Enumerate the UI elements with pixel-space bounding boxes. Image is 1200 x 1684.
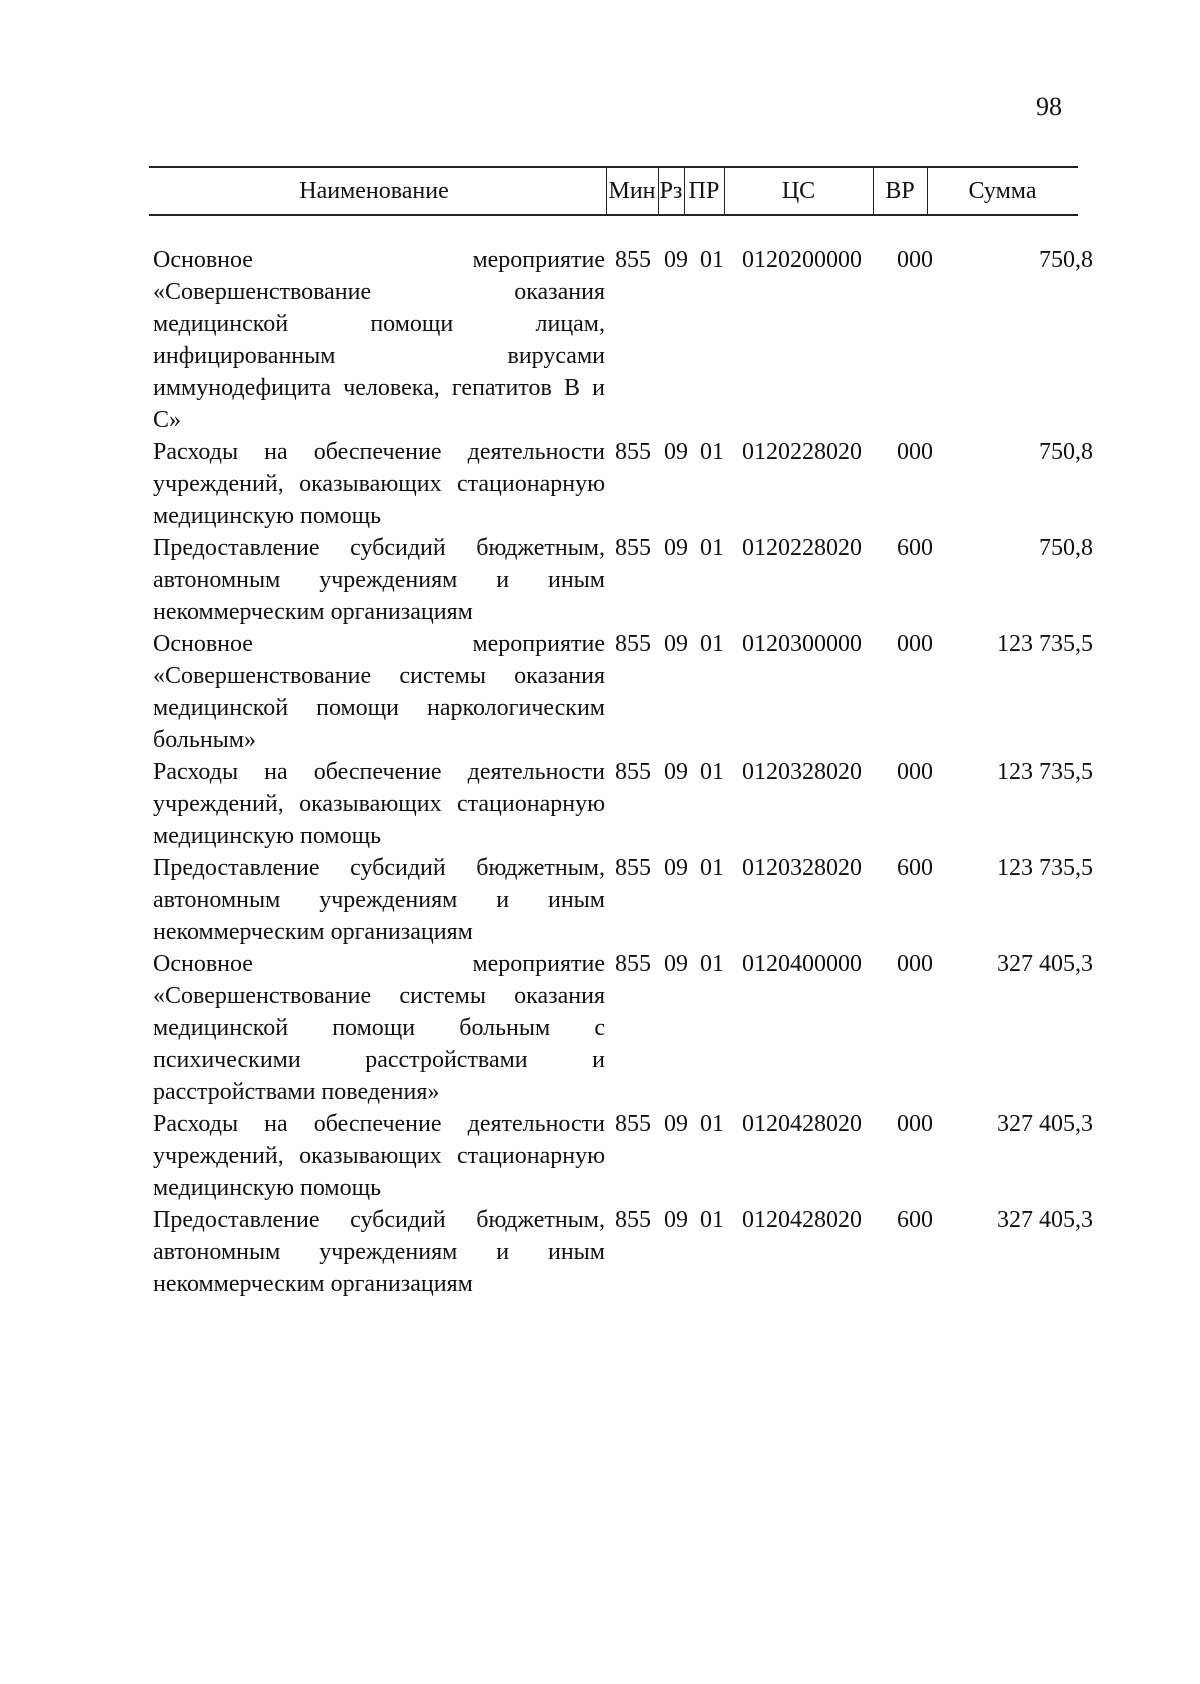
row-pr: 01 xyxy=(700,855,724,881)
row-min: 855 xyxy=(615,1111,651,1137)
row-cs: 0120428020 xyxy=(742,1111,862,1137)
row-pr: 01 xyxy=(700,535,724,561)
row-name: Расходы на обеспечение деятельности учреждений, оказывающих стационарную медицинскую помощь xyxy=(153,439,605,529)
row-name: Предоставление субсидий бюджетным, автономным учреждениям и иным некоммерческим организациям xyxy=(153,535,605,625)
row-vr: 000 xyxy=(897,247,933,273)
row-pr: 01 xyxy=(700,759,724,785)
row-pr: 01 xyxy=(700,439,724,465)
row-sum: 750,8 xyxy=(1039,535,1093,561)
table-row xyxy=(153,1108,1093,1204)
row-name: Расходы на обеспечение деятельности учреждений, оказывающих стационарную медицинскую помощь xyxy=(153,759,605,849)
row-rz: 09 xyxy=(664,759,688,785)
header-rz: Рз xyxy=(659,178,683,204)
row-min: 855 xyxy=(615,1207,651,1233)
row-pr: 01 xyxy=(700,1111,724,1137)
row-cs: 0120428020 xyxy=(742,1207,862,1233)
row-vr: 000 xyxy=(897,951,933,977)
row-vr: 000 xyxy=(897,1111,933,1137)
row-cs: 0120228020 xyxy=(742,535,862,561)
row-min: 855 xyxy=(615,855,651,881)
row-vr: 600 xyxy=(897,855,933,881)
table-header xyxy=(149,166,1078,216)
row-pr: 01 xyxy=(700,951,724,977)
table-row xyxy=(153,1204,1093,1300)
row-sum: 123 735,5 xyxy=(997,855,1093,881)
row-sum: 327 405,3 xyxy=(997,1207,1093,1233)
row-cs: 0120328020 xyxy=(742,855,862,881)
row-cs: 0120200000 xyxy=(742,247,862,273)
table-body xyxy=(153,244,1093,1300)
row-rz: 09 xyxy=(664,951,688,977)
row-pr: 01 xyxy=(700,247,724,273)
header-sum: Сумма xyxy=(968,178,1037,204)
table-row xyxy=(153,852,1093,948)
row-sum: 327 405,3 xyxy=(997,1111,1093,1137)
row-name: Основное мероприятие «Совершенствование оказания медицинской помощи лицам, инфицированным вирусами иммунодефицита человека, гепатитов В и С» xyxy=(153,247,605,433)
row-vr: 600 xyxy=(897,1207,933,1233)
row-sum: 123 735,5 xyxy=(997,759,1093,785)
table-row xyxy=(153,948,1093,1108)
row-pr: 01 xyxy=(700,1207,724,1233)
row-vr: 600 xyxy=(897,535,933,561)
row-name: Предоставление субсидий бюджетным, автономным учреждениям и иным некоммерческим организациям xyxy=(153,1207,605,1297)
row-vr: 000 xyxy=(897,439,933,465)
row-min: 855 xyxy=(615,631,651,657)
row-name: Расходы на обеспечение деятельности учреждений, оказывающих стационарную медицинскую помощь xyxy=(153,1111,605,1201)
row-min: 855 xyxy=(615,247,651,273)
row-cs: 0120400000 xyxy=(742,951,862,977)
table-row xyxy=(153,532,1093,628)
header-pr: ПР xyxy=(688,178,720,204)
table-row xyxy=(153,628,1093,756)
row-rz: 09 xyxy=(664,1111,688,1137)
row-rz: 09 xyxy=(664,439,688,465)
header-vr: ВР xyxy=(885,178,915,204)
row-name: Основное мероприятие «Совершенствование системы оказания медицинской помощи наркологическим больным» xyxy=(153,631,605,753)
row-cs: 0120300000 xyxy=(742,631,862,657)
page-number: 98 xyxy=(1036,92,1062,121)
header-min: Мин xyxy=(608,178,656,204)
row-min: 855 xyxy=(615,439,651,465)
table-row xyxy=(153,436,1093,532)
row-min: 855 xyxy=(615,535,651,561)
row-min: 855 xyxy=(615,951,651,977)
row-rz: 09 xyxy=(664,631,688,657)
row-sum: 750,8 xyxy=(1039,247,1093,273)
row-cs: 0120328020 xyxy=(742,759,862,785)
row-name: Основное мероприятие «Совершенствование системы оказания медицинской помощи больным с психическими расстройствами и расстройствами поведения» xyxy=(153,951,605,1105)
row-cs: 0120228020 xyxy=(742,439,862,465)
header-name: Наименование xyxy=(299,178,449,204)
row-pr: 01 xyxy=(700,631,724,657)
row-rz: 09 xyxy=(664,535,688,561)
row-sum: 750,8 xyxy=(1039,439,1093,465)
row-name: Предоставление субсидий бюджетным, автономным учреждениям и иным некоммерческим организациям xyxy=(153,855,605,945)
row-rz: 09 xyxy=(664,1207,688,1233)
row-sum: 123 735,5 xyxy=(997,631,1093,657)
table-row xyxy=(153,244,1093,436)
row-sum: 327 405,3 xyxy=(997,951,1093,977)
table-row xyxy=(153,756,1093,852)
row-rz: 09 xyxy=(664,855,688,881)
row-rz: 09 xyxy=(664,247,688,273)
row-vr: 000 xyxy=(897,631,933,657)
row-vr: 000 xyxy=(897,759,933,785)
header-cs: ЦС xyxy=(781,178,816,204)
row-min: 855 xyxy=(615,759,651,785)
